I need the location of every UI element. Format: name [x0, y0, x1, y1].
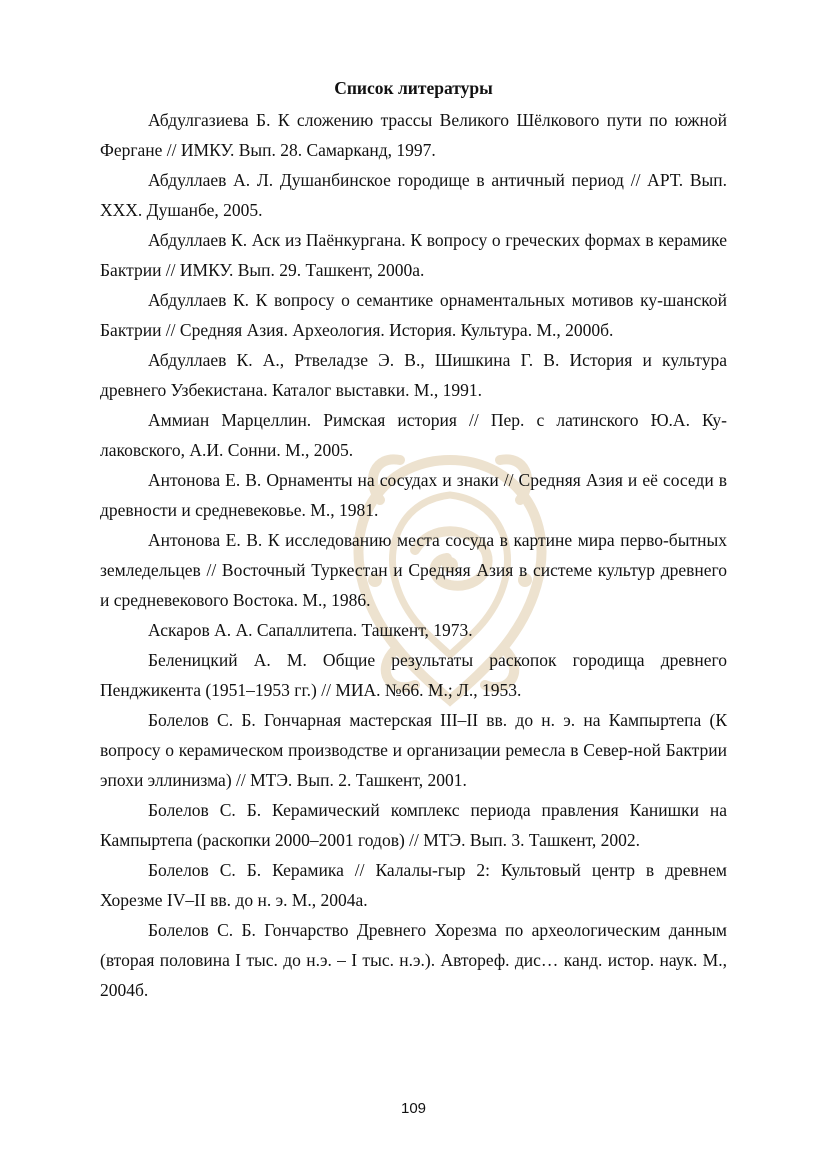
- reference-item: Абдуллаев К. Аск из Паёнкургана. К вопросу о греческих формах в керамике Бактрии // ИМКУ. Вып. 29. Ташкент, 2000а.: [100, 230, 727, 280]
- reference-item: Аммиан Марцеллин. Римская история // Пер. с латинского Ю.А. Ку-лаковского, А.И. Сонни. М., 2005.: [100, 410, 727, 460]
- reference-item: Болелов С. Б. Керамика // Калалы-гыр 2: Культовый центр в древнем Хорезме IV–II вв. до н. э. М., 2004а.: [100, 860, 727, 910]
- reference-item: Абдулгазиева Б. К сложению трассы Великого Шёлкового пути по южной Фергане // ИМКУ. Вып. 28. Самарканд, 1997.: [100, 110, 727, 160]
- reference-item: Абдуллаев А. Л. Душанбинское городище в античный период // АРТ. Вып. XXX. Душанбе, 2005.: [100, 170, 727, 220]
- reference-item: Болелов С. Б. Гончарная мастерская III–II вв. до н. э. на Кампыртепа (К вопросу о керамическом производстве и организации ремесла в Север-ной Бактрии эпохи эллинизма) // МТЭ. Вып. 2. Ташкент, 2001.: [100, 710, 727, 790]
- page-number: 109: [400, 1100, 427, 1117]
- reference-item: Абдуллаев К. К вопросу о семантике орнаментальных мотивов ку-шанской Бактрии // Средняя Азия. Археология. История. Культура. М., 2000б.: [100, 290, 727, 340]
- reference-item: Аскаров А. А. Сапаллитепа. Ташкент, 1973.: [148, 620, 473, 640]
- reference-item: Антонова Е. В. К исследованию места сосуда в картине мира перво-бытных земледельцев // Восточный Туркестан и Средняя Азия в системе культур древнего и средневекового Востока. М., 1986.: [100, 530, 727, 610]
- page-title: Список литературы: [334, 78, 493, 98]
- reference-item: Беленицкий А. М. Общие результаты раскопок городища древнего Пенджикента (1951–1953 гг.) // МИА. №66. М.; Л., 1953.: [100, 650, 727, 700]
- reference-item: Болелов С. Б. Гончарство Древнего Хорезма по археологическим данным (вторая половина I тыс. до н.э. – I тыс. н.э.). Автореф. дис… канд. истор. наук. М., 2004б.: [100, 920, 727, 1000]
- reference-item: Антонова Е. В. Орнаменты на сосудах и знаки // Средняя Азия и её соседи в древности и средневековье. М., 1981.: [100, 470, 727, 520]
- reference-item: Болелов С. Б. Керамический комплекс периода правления Канишки на Кампыртепа (раскопки 2000–2001 годов) // МТЭ. Вып. 3. Ташкент, 2002.: [100, 800, 727, 850]
- reference-item: Абдуллаев К. А., Ртвеладзе Э. В., Шишкина Г. В. История и культура древнего Узбекистана. Каталог выставки. М., 1991.: [100, 350, 727, 400]
- reference-list: [100, 105, 727, 1005]
